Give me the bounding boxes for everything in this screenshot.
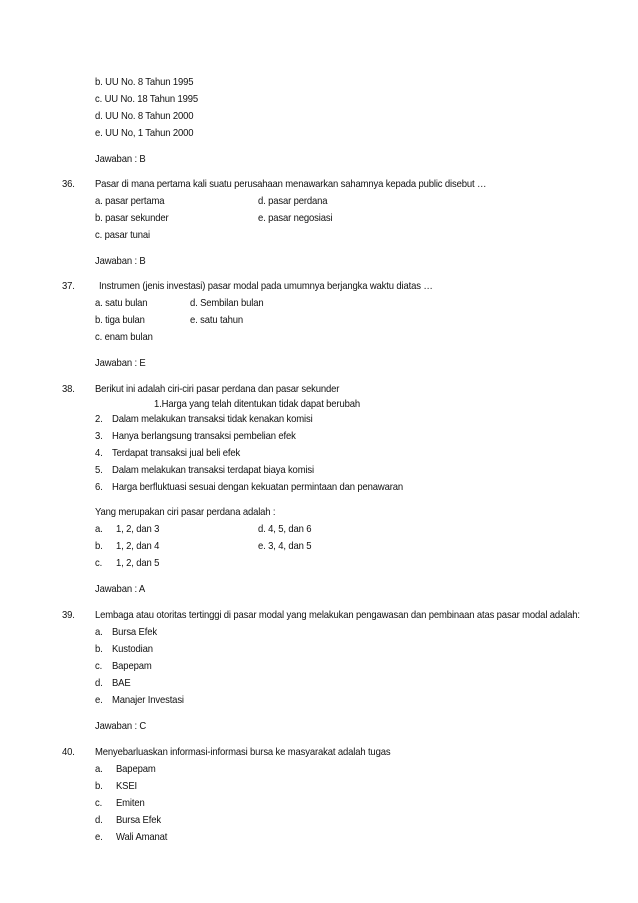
question-number: 39. <box>62 610 75 621</box>
option-text: a. satu bulan <box>95 298 148 309</box>
option-text: a. pasar pertama <box>95 196 165 207</box>
option-text: d. UU No. 8 Tahun 2000 <box>95 111 194 122</box>
option-text: b. tiga bulan <box>95 315 145 326</box>
option-text: Kustodian <box>112 644 153 655</box>
option-text: Bursa Efek <box>116 815 161 826</box>
option-text: 1, 2, dan 3 <box>116 524 160 535</box>
question-number: 40. <box>62 747 75 758</box>
option-letter: d. <box>95 678 103 689</box>
option-letter: b. <box>95 541 103 552</box>
answer-text: Jawaban : B <box>95 154 146 165</box>
question-number: 37. <box>62 281 75 292</box>
list-item: Dalam melakukan transaksi terdapat biaya komisi <box>112 465 314 476</box>
list-item-number: 2. <box>95 414 103 425</box>
option-text: b. UU No. 8 Tahun 1995 <box>95 77 194 88</box>
option-text: e. satu tahun <box>190 315 243 326</box>
question-text: Lembaga atau otoritas tertinggi di pasar modal yang melakukan pengawasan dan pembinaan atas pasar modal adalah: <box>95 610 580 621</box>
option-text: c. pasar tunai <box>95 230 150 241</box>
option-text: d. pasar perdana <box>258 196 328 207</box>
answer-text: Jawaban : B <box>95 256 146 267</box>
option-text: 1, 2, dan 5 <box>116 558 160 569</box>
list-item-number: 4. <box>95 448 103 459</box>
option-text: Bursa Efek <box>112 627 157 638</box>
option-text: b. pasar sekunder <box>95 213 169 224</box>
option-letter: d. <box>95 815 103 826</box>
option-text: e. UU No, 1 Tahun 2000 <box>95 128 194 139</box>
question-text: Menyebarluaskan informasi-informasi bursa ke masyarakat adalah tugas <box>95 747 391 758</box>
option-text: d. Sembilan bulan <box>190 298 264 309</box>
answer-text: Jawaban : E <box>95 358 146 369</box>
option-text: 1, 2, dan 4 <box>116 541 160 552</box>
option-letter: e. <box>95 695 103 706</box>
question-text: Berikut ini adalah ciri-ciri pasar perdana dan pasar sekunder <box>95 384 340 395</box>
option-letter: c. <box>95 558 103 569</box>
list-item: Harga berfluktuasi sesuai dengan kekuatan permintaan dan penawaran <box>112 482 404 493</box>
list-item: Dalam melakukan transaksi tidak kenakan komisi <box>112 414 313 425</box>
question-text: Pasar di mana pertama kali suatu perusahaan menawarkan sahamnya kepada public disebut … <box>95 179 487 190</box>
question-text: Instrumen (jenis investasi) pasar modal pada umumnya berjangka waktu diatas … <box>99 281 433 292</box>
option-letter: c. <box>95 798 103 809</box>
option-text: Emiten <box>116 798 145 809</box>
option-text: BAE <box>112 678 131 689</box>
option-text: Manajer Investasi <box>112 695 184 706</box>
list-item: Terdapat transaksi jual beli efek <box>112 448 241 459</box>
option-letter: a. <box>95 627 103 638</box>
list-item: 1.Harga yang telah ditentukan tidak dapat berubah <box>154 399 360 410</box>
option-text: c. enam bulan <box>95 332 153 343</box>
option-text: Wali Amanat <box>116 832 168 843</box>
question-number: 36. <box>62 179 75 190</box>
option-text: e. pasar negosiasi <box>258 213 333 224</box>
answer-text: Jawaban : C <box>95 721 147 732</box>
list-item: Hanya berlangsung transaksi pembelian efek <box>112 431 296 442</box>
option-text: KSEI <box>116 781 138 792</box>
question-prompt: Yang merupakan ciri pasar perdana adalah : <box>95 507 276 518</box>
option-text: Bapepam <box>116 764 156 775</box>
option-letter: e. <box>95 832 103 843</box>
option-letter: b. <box>95 644 103 655</box>
option-letter: a. <box>95 524 103 535</box>
option-text: d. 4, 5, dan 6 <box>258 524 312 535</box>
option-text: e. 3, 4, dan 5 <box>258 541 312 552</box>
option-text: c. UU No. 18 Tahun 1995 <box>95 94 199 105</box>
list-item-number: 5. <box>95 465 103 476</box>
list-item-number: 6. <box>95 482 103 493</box>
option-text: Bapepam <box>112 661 152 672</box>
question-number: 38. <box>62 384 75 395</box>
list-item-number: 3. <box>95 431 103 442</box>
option-letter: a. <box>95 764 103 775</box>
option-letter: b. <box>95 781 103 792</box>
option-letter: c. <box>95 661 103 672</box>
answer-text: Jawaban : A <box>95 584 146 595</box>
